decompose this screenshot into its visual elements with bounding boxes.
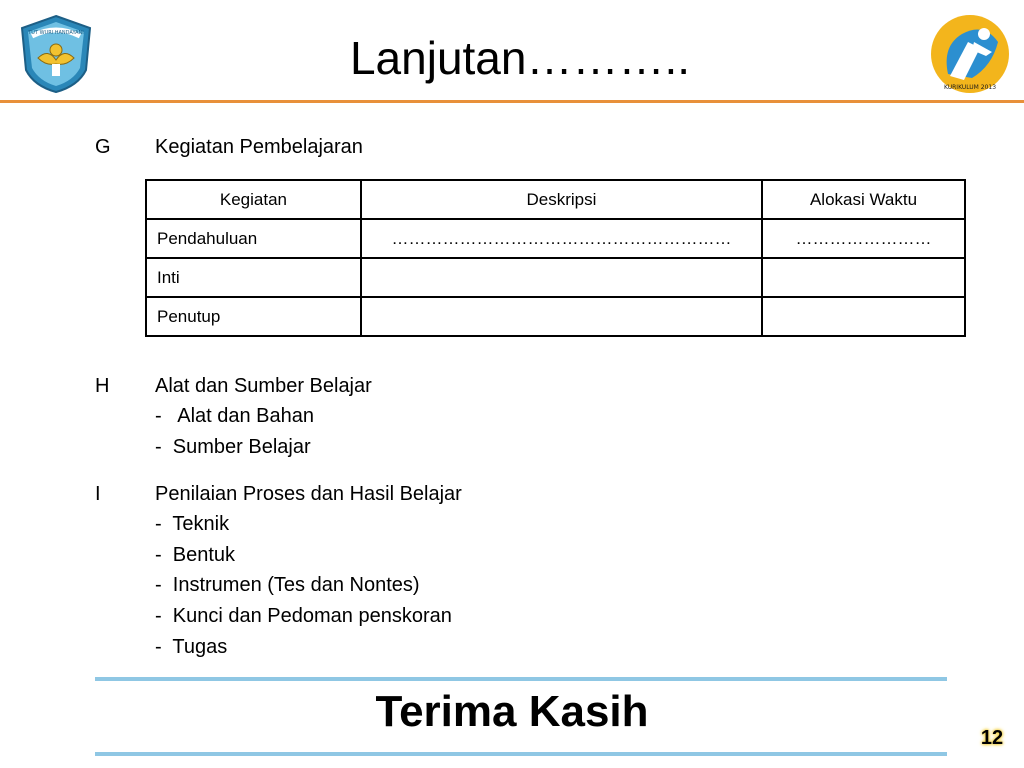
title-divider (0, 100, 1024, 103)
table-cell (361, 297, 762, 336)
table-row (146, 258, 965, 297)
kurikulum-2013-logo (928, 12, 1012, 96)
closing-text: Terima Kasih (375, 687, 649, 736)
table-cell: …………………………………………………… (361, 219, 762, 258)
table-cell: Penutup (146, 297, 361, 336)
footer-top-divider (95, 677, 947, 681)
section-i-letter: I (95, 483, 101, 505)
list-item: - Tugas (155, 636, 228, 658)
section-g-heading: Kegiatan Pembelajaran (155, 136, 363, 158)
table-cell (762, 258, 965, 297)
list-item: - Alat dan Bahan (155, 405, 315, 427)
section-h-heading: Alat dan Sumber Belajar (155, 375, 372, 397)
table-header-cell: Kegiatan (146, 180, 361, 219)
footer-bottom-divider (95, 752, 947, 756)
right-logo-text: KURIKULUM 2013 (943, 84, 997, 91)
list-item: - Instrumen (Tes dan Nontes) (155, 574, 420, 596)
table-header-row (146, 180, 965, 219)
table-header-cell: Alokasi Waktu (762, 180, 965, 219)
list-item: - Kunci dan Pedoman penskoran (155, 605, 452, 627)
list-item: - Teknik (155, 513, 230, 535)
left-logo-text: TUT WURI HANDAYANI (28, 30, 84, 36)
page-number: 12 (980, 727, 1004, 749)
kegiatan-table (145, 179, 966, 337)
table-row (146, 297, 965, 336)
page-title: Lanjutan……….. (349, 32, 691, 84)
table-cell: Pendahuluan (146, 219, 361, 258)
table-header-cell: Deskripsi (361, 180, 762, 219)
section-h-letter: H (95, 375, 110, 397)
table-cell: …………………… (762, 219, 965, 258)
table-cell (361, 258, 762, 297)
section-g-letter: G (95, 136, 111, 158)
section-i-heading: Penilaian Proses dan Hasil Belajar (155, 483, 462, 505)
table-cell: Inti (146, 258, 361, 297)
list-item: - Sumber Belajar (155, 436, 311, 458)
table-row (146, 219, 965, 258)
table-cell (762, 297, 965, 336)
list-item: - Bentuk (155, 544, 236, 566)
